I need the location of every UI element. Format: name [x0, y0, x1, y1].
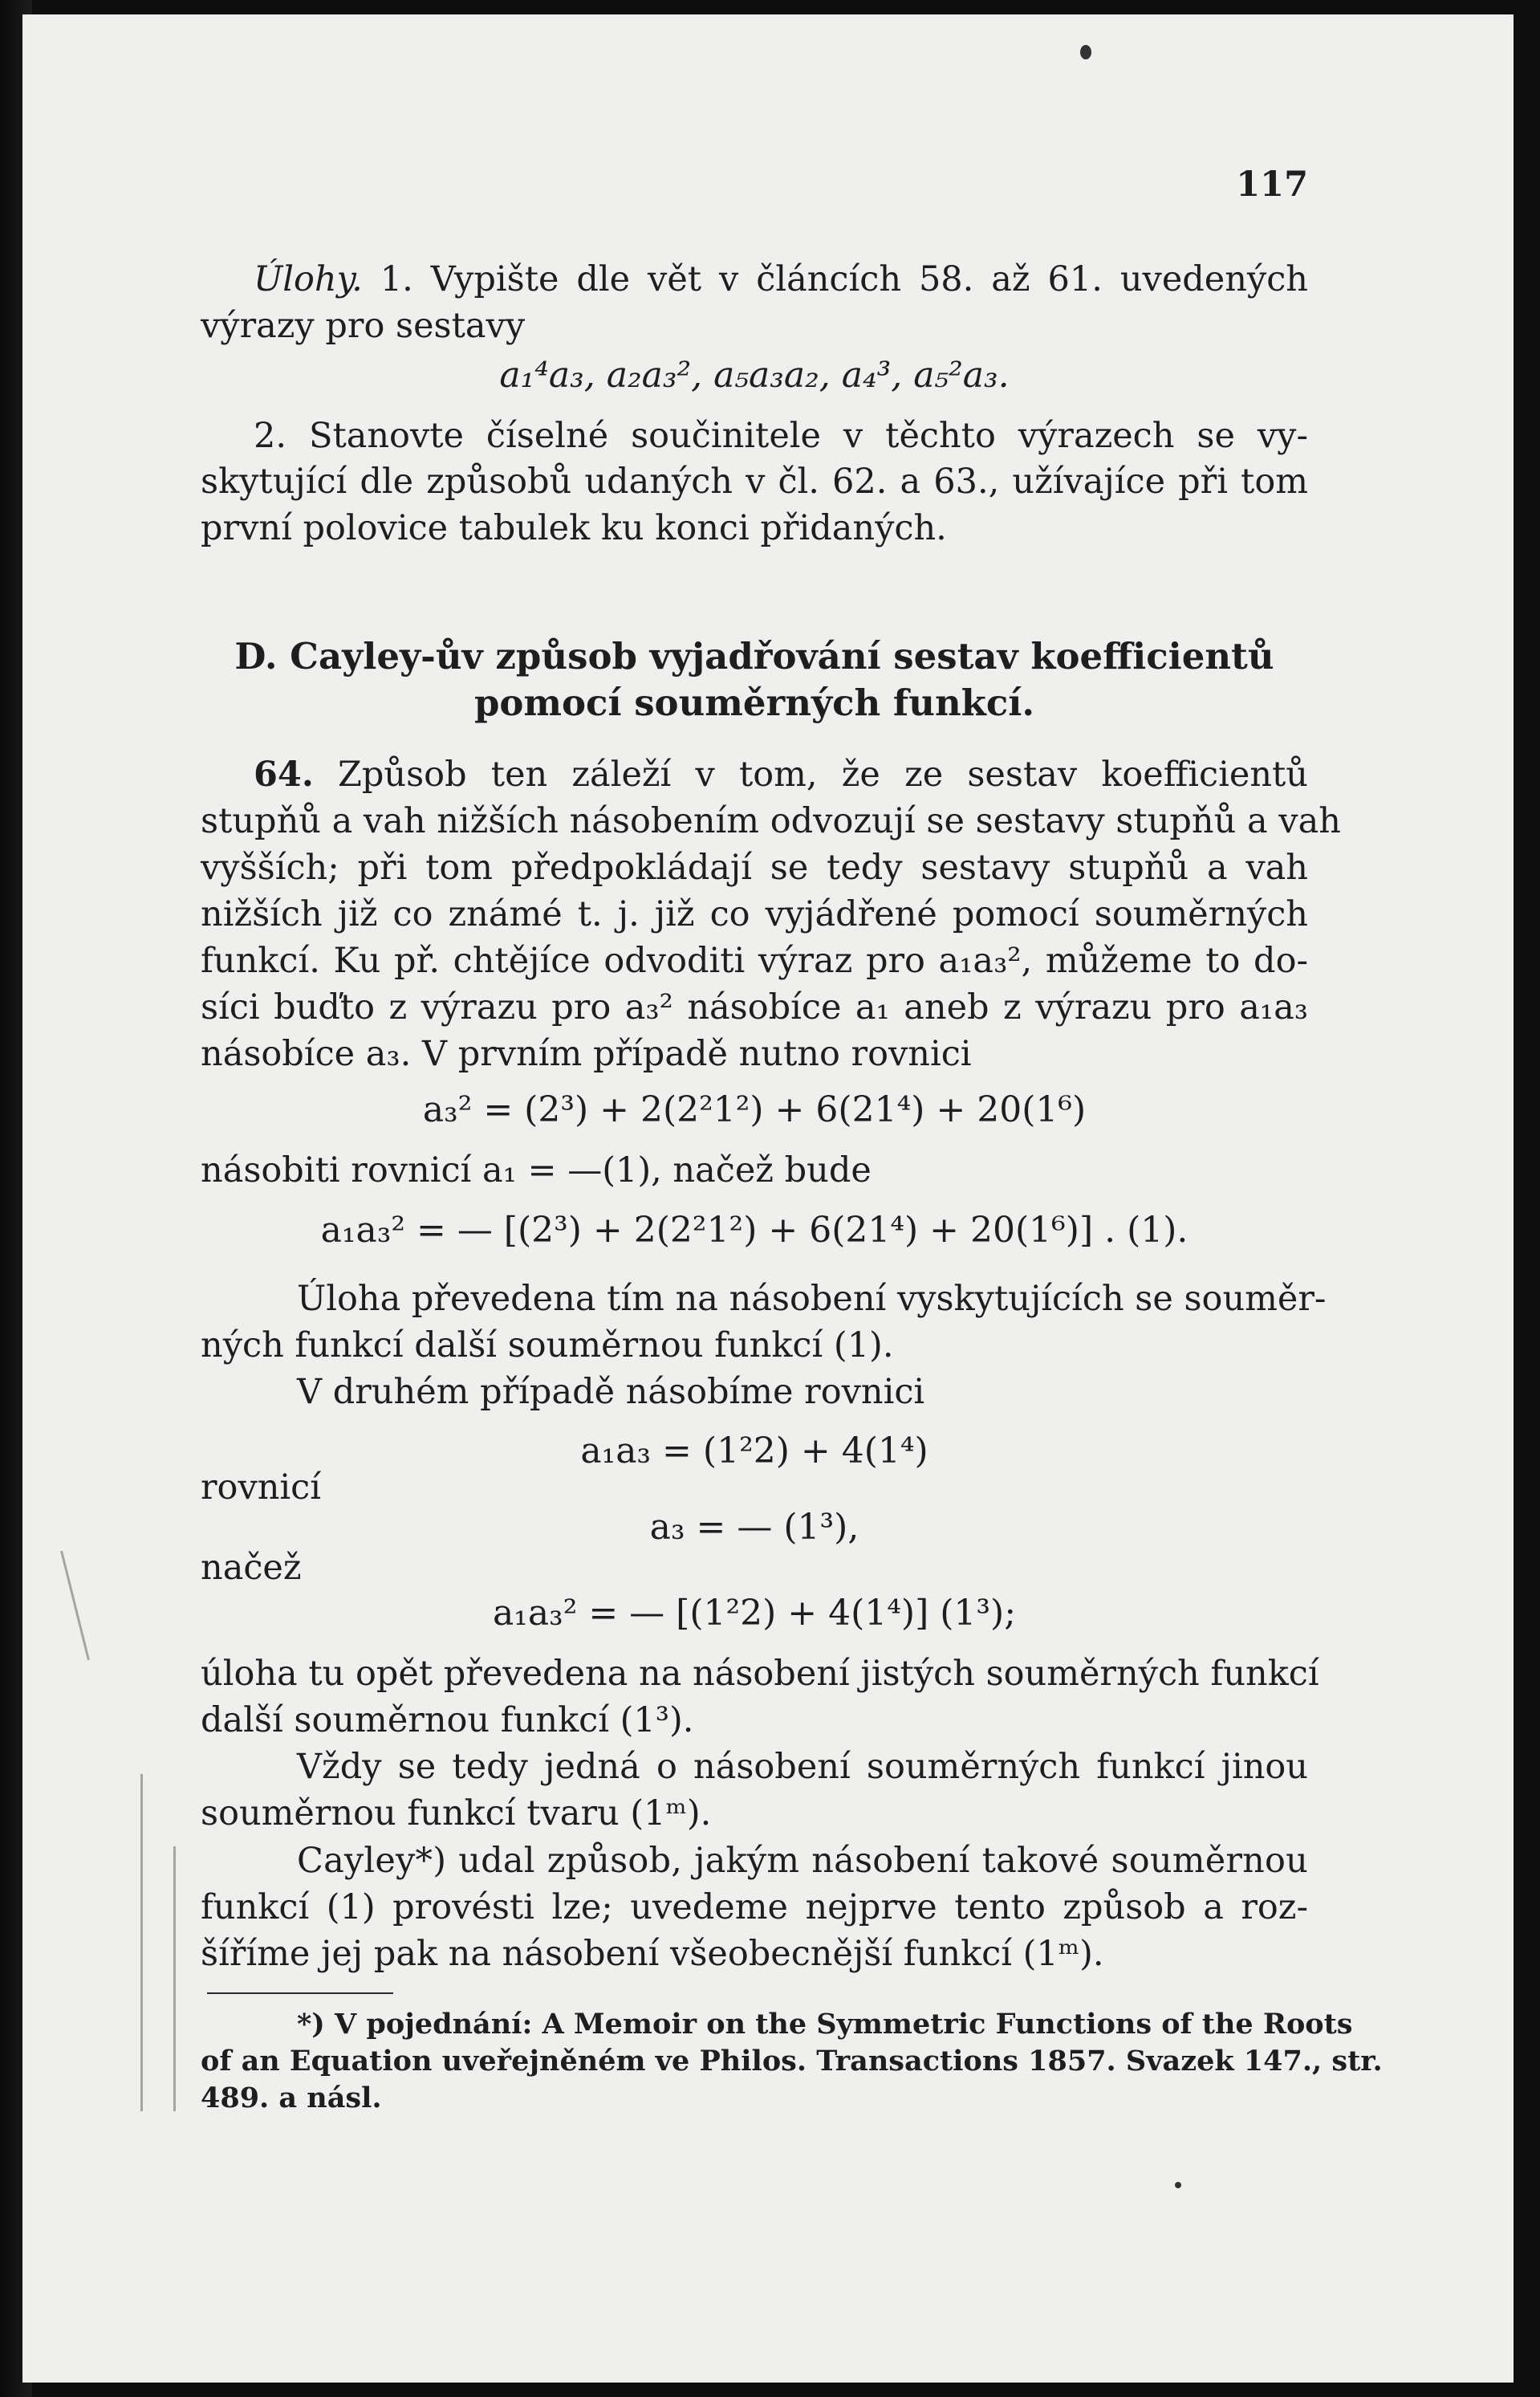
paragraph-7-line-2: funkcí (1) provésti lze; uvedeme nejprve tento způsob a roz-	[201, 1887, 1308, 1927]
paragraph-5-line-1: úloha tu opět převedena na násobení jistých souměrných funkcí	[201, 1654, 1319, 1694]
equation-1: a₃² = (2³) + 2(2²1²) + 6(21⁴) + 20(1⁶)	[422, 1089, 1087, 1130]
paragraph-number: 64.	[254, 755, 314, 795]
paragraph-64-line-3: vyšších; při tom předpokládají se tedy sestavy stupňů a vah	[201, 848, 1308, 888]
margin-scratch	[140, 1774, 143, 2111]
footnote-separator	[207, 1992, 393, 1994]
paragraph-4-line-1: V druhém případě násobíme rovnici	[297, 1372, 925, 1412]
exercise-text: 1. Vypište dle vět v článcích 58. až 61. uvedených	[380, 259, 1309, 299]
paragraph-6-line-2: souměrnou funkcí tvaru (1ᵐ).	[201, 1793, 712, 1833]
exercise-line-3: 2. Stanovte číselné součinitele v těchto výrazech se vy-	[254, 416, 1308, 456]
paragraph-5-line-2: další souměrnou funkcí (1³).	[201, 1700, 694, 1740]
word-rovnici: rovnicí	[201, 1467, 322, 1508]
exercises-label: Úlohy.	[254, 259, 363, 299]
paragraph-64-line-6: síci buďto z výrazu pro a₃² násobíce a₁ aneb z výrazu pro a₁a₃	[201, 987, 1308, 1028]
paragraph-7-line-1: Cayley*) udal způsob, jakým násobení takové souměrnou	[297, 1841, 1308, 1881]
paragraph-64-line-2: stupňů a vah nižších násobením odvozují se sestavy stupňů a vah	[201, 801, 1341, 841]
equation-4: a₃ = — (1³),	[649, 1507, 859, 1548]
paragraph-3-line-1: Úloha převedena tím na násobení vyskytujících se souměr-	[297, 1279, 1327, 1319]
exercise-line-5: první polovice tabulek ku konci přidaných.	[201, 508, 947, 548]
paragraph-64-line-5: funkcí. Ku př. chtějíce odvoditi výraz pro a₁a₃², můžeme to do-	[201, 941, 1308, 981]
footnote-line-1: *) V pojednání: A Memoir on the Symmetric Functions of the Roots	[297, 2008, 1353, 2041]
section-heading-line-1: D. Cayley-ův způsob vyjadřování sestav koefficientů	[234, 635, 1274, 678]
paragraph-text: Způsob ten záleží v tom, že ze sestav koefficientů	[338, 755, 1308, 795]
exercise-formula: a₁⁴a₃, a₂a₃², a₅a₃a₂, a₄³, a₅²a₃.	[499, 355, 1010, 396]
equation-5: a₁a₃² = — [(1²2) + 4(1⁴)] (1³);	[492, 1593, 1017, 1634]
paragraph-64-line-1	[201, 752, 1308, 797]
footnote-line-3: 489. a násl.	[201, 2082, 382, 2114]
margin-scratch	[173, 1846, 176, 2111]
page-number: 117	[1236, 165, 1308, 205]
footnote-line-2: of an Equation uveřejněném ve Philos. Transactions 1857. Svazek 147., str.	[201, 2045, 1383, 2078]
section-heading-line-2: pomocí souměrných funkcí.	[473, 682, 1035, 724]
paragraph-64-line-4: nižších již co známé t. j. již co vyjádřené pomocí souměrných	[201, 894, 1308, 934]
exercise-line-1	[201, 257, 1308, 302]
paragraph-7-line-3: šíříme jej pak na násobení všeobecnější funkcí (1ᵐ).	[201, 1934, 1104, 1974]
paragraph-6-line-1: Vždy se tedy jedná o násobení souměrných funkcí jinou	[297, 1747, 1308, 1787]
word-nacez: načež	[201, 1548, 302, 1588]
paragraph-64-line-7: násobíce a₃. V prvním případě nutno rovnici	[201, 1034, 972, 1074]
equation-2: a₁a₃² = — [(2³) + 2(2²1²) + 6(21⁴) + 20(1⁶)] . (1).	[320, 1210, 1189, 1251]
paragraph-3-line-2: ných funkcí další souměrnou funkcí (1).	[201, 1325, 894, 1365]
equation-3: a₁a₃ = (1²2) + 4(1⁴)	[580, 1430, 928, 1471]
exercise-line-4: skytující dle způsobů udaných v čl. 62. a 63., užívajíce při tom	[201, 462, 1308, 502]
exercise-line-2: výrazy pro sestavy	[201, 306, 526, 346]
paragraph-2-line-1: násobiti rovnicí a₁ = —(1), načež bude	[201, 1150, 872, 1190]
page-content	[201, 0, 1383, 2397]
